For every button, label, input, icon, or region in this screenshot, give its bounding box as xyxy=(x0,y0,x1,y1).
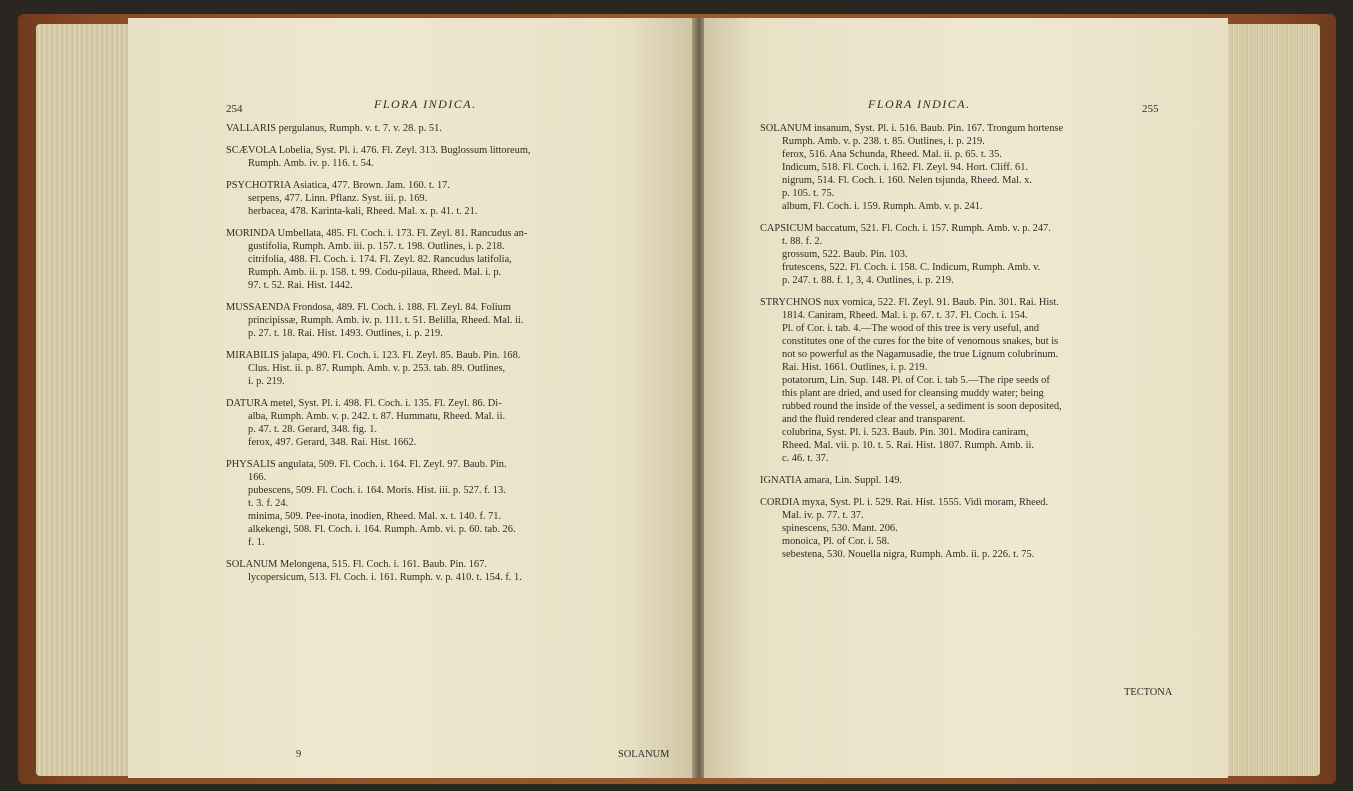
text-line: Rumph. Amb. iv. p. 116. t. 54. xyxy=(248,158,374,169)
paragraph-gap xyxy=(760,213,1215,222)
text-line: CORDIA myxa, Syst. Pl. i. 529. Rai. Hist. 1555. Vidi moram, Rheed. xyxy=(760,497,1049,508)
text-line: Rumph. Amb. v. p. 238. t. 85. Outlines, i. p. 219. xyxy=(782,136,985,147)
text-line: Rumph. Amb. ii. p. 158. t. 99. Codu-pilaua, Rheed. Mal. i. p. xyxy=(248,267,502,278)
text-line: Pl. of Cor. i. tab. 4.—The wood of this tree is very useful, and xyxy=(782,323,1040,334)
text-line: Rheed. Mal. vii. p. 10. t. 5. Rai. Hist. 1807. Rumph. Amb. ii. xyxy=(782,440,1034,451)
paragraph-gap xyxy=(760,287,1215,296)
text-line: colubrina, Syst. Pl. i. 523. Baub. Pin. 301. Modira caniram, xyxy=(782,427,1029,438)
text-line: sebestena, 530. Nouella nigra, Rumph. Amb. ii. p. 226. t. 75. xyxy=(782,549,1035,560)
paragraph-gap xyxy=(226,135,686,144)
text-line: album, Fl. Coch. i. 159. Rumph. Amb. v. p. 241. xyxy=(782,201,983,212)
text-line: PHYSALIS angulata, 509. Fl. Coch. i. 164. Fl. Zeyl. 97. Baub. Pin. xyxy=(226,459,507,470)
text-line: p. 47. t. 28. Gerard, 348. fig. 1. xyxy=(248,424,377,435)
text-line: SOLANUM Melongena, 515. Fl. Coch. i. 161. Baub. Pin. 167. xyxy=(226,559,487,570)
text-line: grossum, 522. Baub. Pin. 103. xyxy=(782,249,908,260)
right-page xyxy=(704,18,1228,778)
paragraph-gap xyxy=(226,292,686,301)
text-line: t. 88. f. 2. xyxy=(782,236,823,247)
page-edges-right xyxy=(1228,24,1320,776)
text-line: serpens, 477. Linn. Pflanz. Syst. iii. p. 169. xyxy=(248,193,428,204)
text-line: Mal. iv. p. 77. t. 37. xyxy=(782,510,864,521)
text-line: ferox, 497. Gerard, 348. Rai. Hist. 1662. xyxy=(248,437,417,448)
text-line: pubescens, 509. Fl. Coch. i. 164. Moris. Hist. iii. p. 527. f. 13. xyxy=(248,485,506,496)
text-line: rubbed round the inside of the vessel, a sediment is soon deposited, xyxy=(782,401,1062,412)
text-line: SOLANUM insanum, Syst. Pl. i. 516. Baub. Pin. 167. Trongum hortense xyxy=(760,123,1064,134)
text-line: c. 46. t. 37. xyxy=(782,453,829,464)
text-line: constitutes one of the cures for the bite of venomous snakes, but is xyxy=(782,336,1059,347)
paragraph-gap xyxy=(226,218,686,227)
page-number: 255 xyxy=(1142,103,1159,115)
text-line: p. 247. t. 88. f. 1, 3, 4. Outlines, i. p. 219. xyxy=(782,275,954,286)
text-line: PSYCHOTRIA Asiatica, 477. Brown. Jam. 160. t. 17. xyxy=(226,180,450,191)
page-edges-left xyxy=(36,24,128,776)
text-line: spinescens, 530. Mant. 206. xyxy=(782,523,898,534)
text-line: alba, Rumph. Amb. v. p. 242. t. 87. Hummatu, Rheed. Mal. ii. xyxy=(248,411,506,422)
text-line: DATURA metel, Syst. Pl. i. 498. Fl. Coch. i. 135. Fl. Zeyl. 86. Di- xyxy=(226,398,502,409)
text-line: lycopersicum, 513. Fl. Coch. i. 161. Rumph. v. p. 410. t. 154. f. 1. xyxy=(248,572,522,583)
text-line: MORINDA Umbellata, 485. Fl. Coch. i. 173. Fl. Zeyl. 81. Rancudus an- xyxy=(226,228,528,239)
text-line: 1814. Caniram, Rheed. Mal. i. p. 67. t. 37. Fl. Coch. i. 154. xyxy=(782,310,1028,321)
running-header: FLORA INDICA. xyxy=(868,97,971,111)
text-line: Clus. Hist. ii. p. 87. Rumph. Amb. v. p. 253. tab. 89. Outlines, xyxy=(248,363,506,374)
text-line: MIRABILIS jalapa, 490. Fl. Coch. i. 123. Fl. Zeyl. 85. Baub. Pin. 168. xyxy=(226,350,521,361)
text-line: herbacea, 478. Karinta-kali, Rheed. Mal. x. p. 41. t. 21. xyxy=(248,206,478,217)
text-line: Rai. Hist. 1661. Outlines, i. p. 219. xyxy=(782,362,928,373)
text-line: principissæ, Rumph. Amb. iv. p. 111. t. 51. Belilla, Rheed. Mal. ii. xyxy=(248,315,524,326)
text-line: STRYCHNOS nux vomica, 522. Fl. Zeyl. 91. Baub. Pin. 301. Rai. Hist. xyxy=(760,297,1059,308)
catchword: SOLANUM xyxy=(618,749,670,760)
paragraph-gap xyxy=(226,449,686,458)
text-line: 166. xyxy=(248,472,267,483)
text-line: i. p. 219. xyxy=(248,376,285,387)
text-line: Indicum, 518. Fl. Coch. i. 162. Fl. Zeyl. 94. Hort. Cliff. 61. xyxy=(782,162,1029,173)
text-line: IGNATIA amara, Lin. Suppl. 149. xyxy=(760,475,902,486)
paragraph-gap xyxy=(226,549,686,558)
text-line: CAPSICUM baccatum, 521. Fl. Coch. i. 157. Rumph. Amb. v. p. 247. xyxy=(760,223,1051,234)
left-page xyxy=(128,18,694,778)
text-line: 97. t. 52. Rai. Hist. 1442. xyxy=(248,280,353,291)
text-line: p. 105. t. 75. xyxy=(782,188,835,199)
text-line: frutescens, 522. Fl. Coch. i. 158. C. Indicum, Rumph. Amb. v. xyxy=(782,262,1041,273)
catchword: TECTONA xyxy=(1124,687,1173,698)
text-line: potatorum, Lin. Sup. 148. Pl. of Cor. i. tab 5.—The ripe seeds of xyxy=(782,375,1050,386)
page-text xyxy=(760,122,1215,561)
paragraph-gap xyxy=(760,465,1215,474)
text-line: citrifolia, 488. Fl. Coch. i. 174. Fl. Zeyl. 82. Rancudus latifolia, xyxy=(248,254,512,265)
paragraph-gap xyxy=(226,340,686,349)
paragraph-gap xyxy=(226,388,686,397)
text-line: gustifolia, Rumph. Amb. iii. p. 157. t. 198. Outlines, i. p. 218. xyxy=(248,241,505,252)
text-line: alkekengi, 508. Fl. Coch. i. 164. Rumph. Amb. vi. p. 60. tab. 26. xyxy=(248,524,516,535)
text-line: monoica, Pl. of Cor. i. 58. xyxy=(782,536,890,547)
text-line: VALLARIS pergulanus, Rumph. v. t. 7. v. 28. p. 51. xyxy=(226,123,442,134)
text-line: p. 27. t. 18. Rai. Hist. 1493. Outlines, i. p. 219. xyxy=(248,328,443,339)
page-text xyxy=(226,122,686,584)
text-line: MUSSAENDA Frondosa, 489. Fl. Coch. i. 188. Fl. Zeyl. 84. Folium xyxy=(226,302,511,313)
text-line: nigrum, 514. Fl. Coch. i. 160. Nelen tsjunda, Rheed. Mal. x. xyxy=(782,175,1032,186)
paragraph-gap xyxy=(226,170,686,179)
text-line: this plant are dried, and used for cleansing muddy water; being xyxy=(782,388,1044,399)
text-line: f. 1. xyxy=(248,537,265,548)
text-line: and the fluid rendered clear and transparent. xyxy=(782,414,966,425)
text-line: SCÆVOLA Lobelia, Syst. Pl. i. 476. Fl. Zeyl. 313. Buglossum littoreum, xyxy=(226,145,531,156)
text-line: minima, 509. Pee-inota, inodien, Rheed. Mal. x. t. 140. f. 71. xyxy=(248,511,502,522)
text-line: t. 3. f. 24. xyxy=(248,498,289,509)
page-number: 254 xyxy=(226,103,243,115)
paragraph-gap xyxy=(760,487,1215,496)
text-line: not so powerful as the Nagamusadie, the true Lignum colubrinum. xyxy=(782,349,1059,360)
signature-mark: 9 xyxy=(296,749,302,760)
running-header: FLORA INDICA. xyxy=(374,97,477,111)
text-line: ferox, 516. Ana Schunda, Rheed. Mal. ii. p. 65. t. 35. xyxy=(782,149,1002,160)
